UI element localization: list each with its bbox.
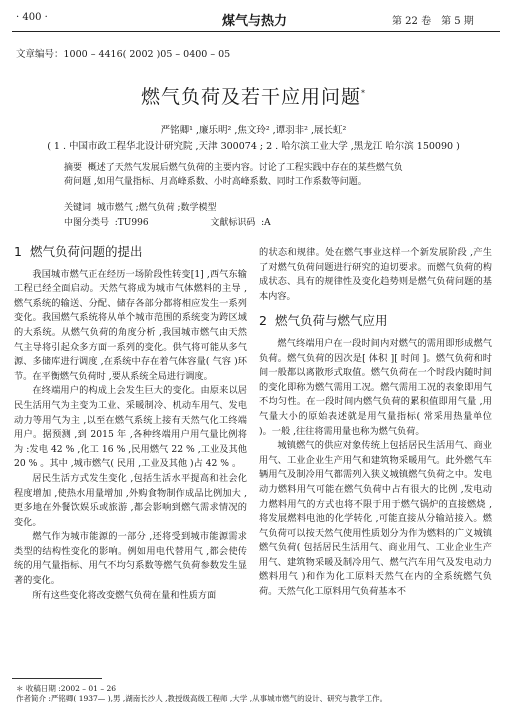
section-1-number: 1 — [14, 244, 22, 259]
abstract-text-2: 荷问题 ,如用气量指标、月高峰系数、小时高峰系数、同时工作系数等问题。 — [64, 176, 367, 187]
left-column — [14, 243, 247, 603]
abstract-label: 摘要 — [64, 163, 83, 173]
footnote-author: 作者简介 :严铭卿( 1937— ),男 ,湖南长沙人 ,教授级高级工程师 ,大学 ,从事城市燃气的设计、研究与教学工作。 — [16, 694, 388, 703]
abstract — [64, 162, 458, 189]
footnote-rule — [12, 678, 102, 679]
section-1-title: 燃气负荷问题的提出 — [29, 244, 143, 259]
received-date: 收稿日期 :2002 – 01 – 26 — [25, 684, 117, 693]
section-2-number: 2 — [259, 313, 267, 329]
footnote-received: ＊ 收稿日期 :2002 – 01 – 26 — [16, 684, 117, 693]
section-2-heading — [259, 314, 492, 329]
continued-paragraph: 的状态和规律。处在燃气事业这样一个新发展阶段 ,产生了对燃气负荷问题进行研究的迫切要求。而燃气负荷的构成状态、具有的规律性及变化趋势则是燃气负荷问题的基本内容。 — [259, 247, 492, 302]
s2-paragraph: 城镇燃气的供应对象传统上包括居民生活用气、商业用气、工业企业生产用气和建筑物采暖用气。此外燃气车辆用气及制冷用气都需列入狭义城镇燃气负荷之中。发电动力燃料用气可能在燃气负荷中占有很大的比例 ,发电动力燃料用气的方式也将不限于用于燃气锅炉的直接燃烧 ,将发展燃料电池的化学转化 ,可能直接从分输站接入。燃气负荷可以按天然气使用性质划分为作为燃料的广义城镇燃气负荷( 包括居民生活用气、商业用气、工业企业生产用气、建筑物采暖及制冷用气、燃气汽车用气及发电动力燃料用气 )和作为化工原料天然气在内的全系统燃气负荷。天然气化工原料用气负荷基本不 — [259, 440, 492, 598]
s1-paragraph: 燃气作为城市能源的一部分 ,还将受到城市能源需求类型的结构性变化的影响。例如用电代替用气 ,都会使传统的用气量指标、用气不均匀系数等燃气负荷参数发生显著的变化。 — [14, 531, 247, 587]
keywords-label: 关键词 — [64, 203, 92, 213]
keywords — [64, 200, 484, 213]
paper-title-text: 燃气负荷及若干应用问题 — [140, 86, 361, 108]
keywords-text: 城市燃气 ;燃气负荷 ;数学模型 — [96, 203, 217, 213]
clc-value: TU996 — [117, 218, 149, 228]
abstract-text-1: 概述了天然气发展后燃气负荷的主要内容。讨论了工程实践中存在的某些燃气负 — [87, 163, 403, 173]
doc-code-label: 文献标识码 — [210, 218, 256, 228]
section-1-heading — [14, 245, 247, 260]
journal-name: 煤气与热力 — [222, 14, 288, 29]
s2-paragraph: 燃气终端用户在一段时间内对燃气的需用即形成燃气负荷。燃气负荷的因次是[ 体积 ][ 时间 ]。燃气负荷和时间一般都以离散形式取值。燃气负荷在一个时段内随时间的变化即称为燃气需用工况。燃气需用工况的表象即用气不均匀性。在一段时间内燃气负荷的累积值即用气量 ,用气量大小的原始表述就是用气量指标( 常采用热量单位 )。一般 ,往往将需用量也称为燃气负荷。 — [259, 337, 492, 437]
classification-line: 中图分类号 :TU996 文献标识码 :A — [64, 215, 484, 228]
clc-label: 中图分类号 — [64, 218, 110, 228]
s1-paragraph: 在终端用户的构成上会发生巨大的变化。由原来以居民生活用气为主变为工业、采暖制冷、机动车用气、发电动力等用气为主 ,以至在燃气系统上接有天然气化工终端用户。据预测 ,到 2015 年 ,各种终端用户用气量比例将为 :发电 42 % ,化工 16 % ,民用燃气 22 % ,工业及其他 20 % 。其中 ,城市燃气( 民用 ,工业及其他 )占 42 % 。 — [14, 385, 247, 470]
paper-title — [0, 82, 507, 109]
affiliation: ( 1 . 中国市政工程华北设计研究院 ,天津 300074 ; 2 . 哈尔滨工业大学 ,黑龙江 哈尔滨 150090 ) — [47, 141, 460, 152]
doc-code-value: A — [264, 218, 271, 228]
page-number: · 400 · — [16, 12, 48, 23]
title-footnote-mark: * — [361, 88, 366, 98]
article-number: 文章编号：1000 – 4416( 2002 )05 – 0400 – 05 — [16, 49, 231, 60]
author-list: 严铭卿¹ ,廉乐明² ,焦文玲² ,谭羽非² ,展长虹² — [160, 125, 347, 136]
section-2-title: 燃气负荷与燃气应用 — [274, 313, 388, 329]
s1-paragraph: 所有这些变化将改变燃气负荷在量和性质方面 — [32, 589, 217, 601]
header-rule — [12, 31, 500, 32]
right-column — [259, 246, 492, 600]
s1-paragraph: 居民生活方式发生变化 ,包括生活水平提高和社会化程度增加 ,使热水用量增加 ,外购食物制作成品比例加大 ,更多地在外餐饮娱乐或旅游 ,都会影响到燃气需求情况的变化。 — [14, 472, 247, 528]
volume-issue: 第 22 卷 第 5 期 — [392, 16, 474, 27]
s1-paragraph: 我国城市燃气正在经历一场阶段性转变[1] ,西气东输工程已经全面启动。天然气将成为城市气体燃料的主导 ,燃气系统的输送、分配、储存各部分都将相应发生一系列变化。我国燃气系统将从单个城市范围的系统变为跨区域的大系统。从燃气负荷的角度分析 ,我国城市燃气由天然气主导将引起众多方面一系列的变化。供气将可能从多气源、多储库进行调度 ,在系统中存在着气体容量( 气容 )环节。在平衡燃气负荷时 ,要从系统全局进行调度。 — [14, 268, 247, 382]
